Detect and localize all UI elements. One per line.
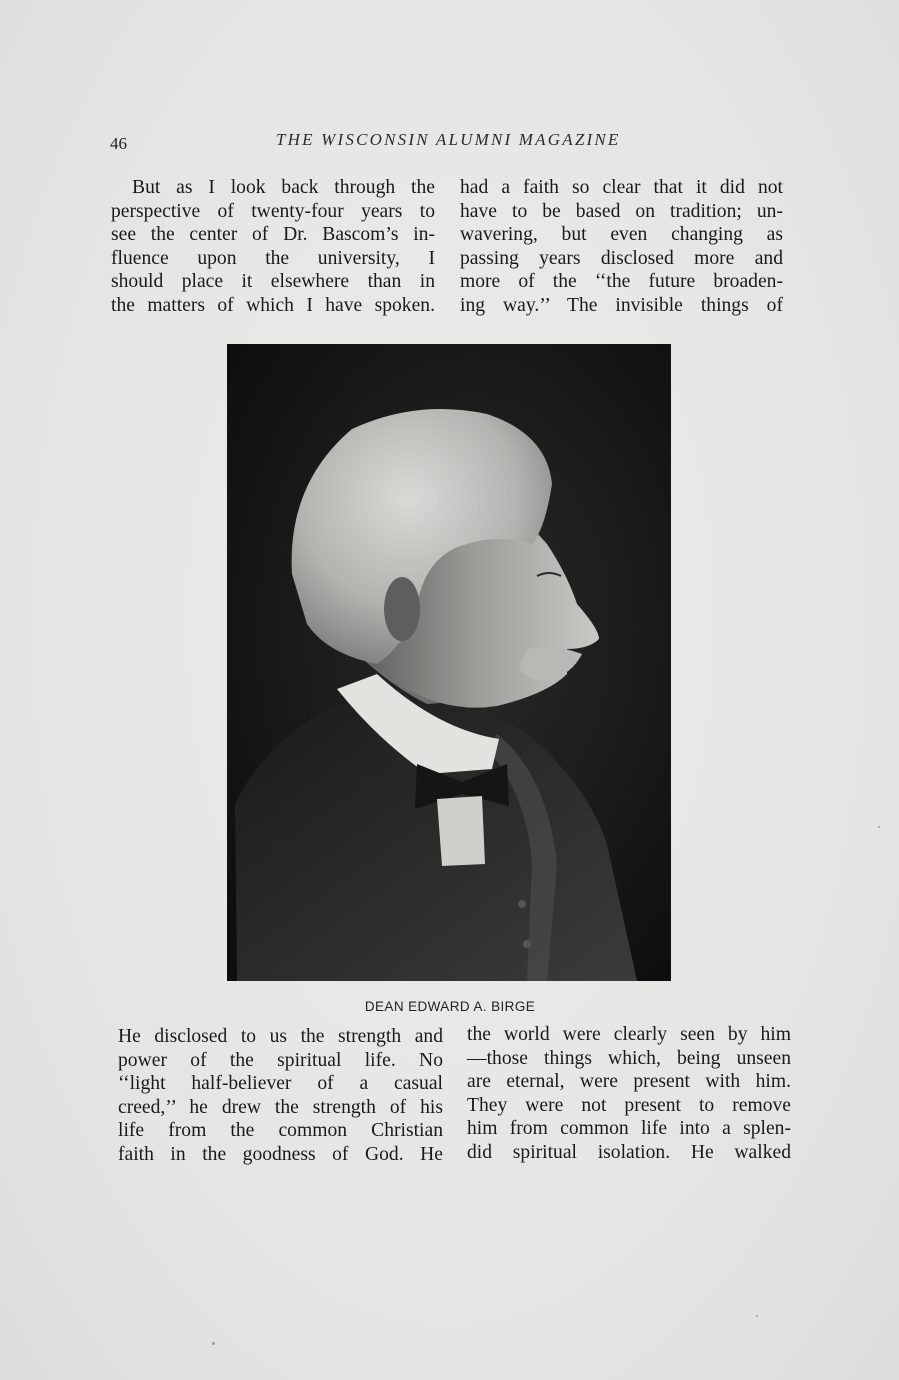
paper-speck <box>878 826 880 828</box>
text-line: faith in the goodness of God. He <box>118 1143 443 1165</box>
paper-speck <box>756 1315 758 1317</box>
text-line: had a faith so clear that it did not <box>460 177 783 198</box>
text-line: are eternal, were present with him. <box>467 1071 791 1093</box>
text-column-top-left <box>111 176 435 318</box>
text-line: the matters of which I have spoken. <box>111 294 435 316</box>
text-column-bottom-left <box>118 1025 443 1167</box>
text-line: did spiritual isolation. He walked <box>467 1141 791 1163</box>
text-line: perspective of twenty-four years to <box>111 200 435 222</box>
text-line: should place it elsewhere than in <box>111 271 435 293</box>
text-line: But as I look back through the <box>132 177 435 198</box>
portrait-photo <box>227 344 671 981</box>
text-line: fluence upon the university, I <box>111 247 435 269</box>
text-line: ing way.’’ The invisible things of <box>460 294 783 316</box>
text-line: —those things which, being unseen <box>467 1047 791 1069</box>
text-line: the world were clearly seen by him <box>467 1024 791 1045</box>
text-column-bottom-right <box>467 1023 791 1165</box>
text-line: wavering, but even changing as <box>460 224 783 246</box>
running-head <box>110 128 790 156</box>
paper-speck <box>212 1342 215 1345</box>
text-column-top-right <box>460 176 783 318</box>
text-line: life from the common Christian <box>118 1120 443 1142</box>
text-line: They were not present to remove <box>467 1094 791 1116</box>
text-line: He disclosed to us the strength and <box>118 1026 443 1047</box>
text-line: him from common life into a splen- <box>467 1118 791 1140</box>
photo-caption: DEAN EDWARD A. BIRGE <box>364 999 536 1014</box>
text-line: see the center of Dr. Bascom’s in- <box>111 224 435 246</box>
text-line: passing years disclosed more and <box>460 247 783 269</box>
journal-title: THE WISCONSIN ALUMNI MAGAZINE <box>276 130 621 149</box>
text-line: ‘‘light half-believer of a casual <box>118 1073 443 1095</box>
text-line: have to be based on tradition; un- <box>460 200 783 222</box>
portrait-illustration <box>227 344 671 981</box>
page-number: 46 <box>110 134 127 153</box>
text-line: power of the spiritual life. No <box>118 1049 443 1071</box>
text-line: creed,’’ he drew the strength of his <box>118 1096 443 1118</box>
text-line: more of the ‘‘the future broaden- <box>460 271 783 293</box>
